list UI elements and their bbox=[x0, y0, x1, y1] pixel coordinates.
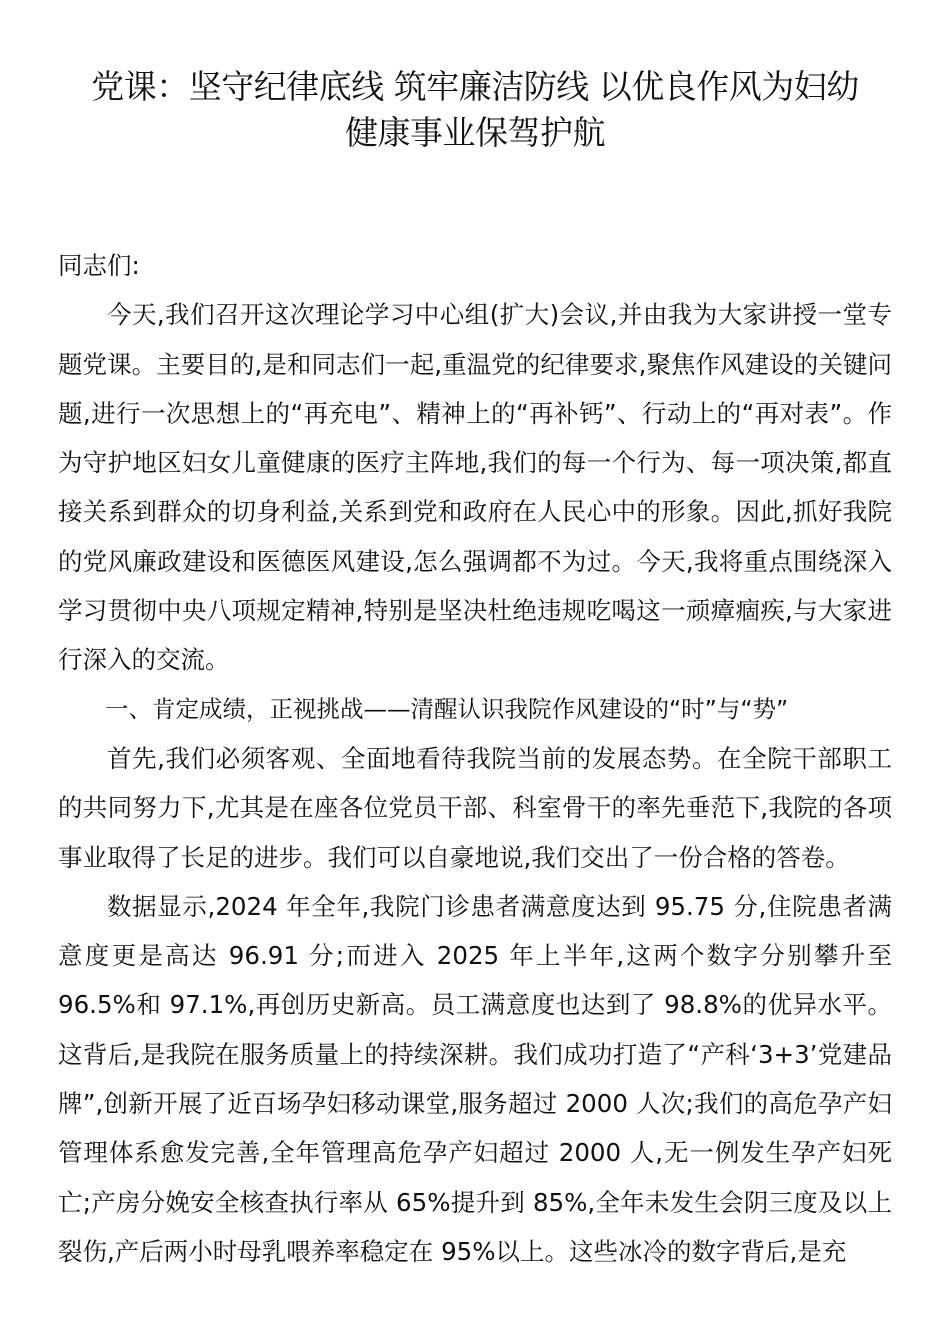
section-1-paragraph-2: 数据显示,2024 年全年,我院门诊患者满意度达到 95.75 分,住院患者满意度更是高达 96.91 分;而进入 2025 年上半年,这两个数字分别攀升至 96.5%和 97.1%,再创历史新高。员工满意度也达到了 98.8%的优异水平。这背后,是我院在服务质量上的持续深耕。我们成功打造了“产科‘3+3’党建品牌”,创新开展了近百场孕妇移动课堂,服务超过 2000 人次;我们的高危孕产妇管理体系愈发完善,全年管理高危孕产妇超过 2000 人,无一例发生孕产妇死亡;产房分娩安全核查执行率从 65%提升到 85%,全年未发生会阴三度及以上裂伤,产后两小时母乳喂养率稳定在 95%以上。这些冰冷的数字背后,是充 bbox=[58, 891, 892, 1266]
section-1-paragraph-1: 首先,我们必须客观、全面地看待我院当前的发展态势。在全院干部职工的共同努力下,尤其是在座各位党员干部、科室骨干的率先垂范下,我院的各项事业取得了长足的进步。我们可以自豪地说,我们交出了一份合格的答卷。 bbox=[58, 743, 892, 872]
title-line-2: 健康事业保驾护航 bbox=[345, 113, 605, 152]
section-heading-1: 一、肯定成绩，正视挑战——清醒认识我院作风建设的“时”与“势” bbox=[105, 694, 789, 723]
document-title bbox=[58, 64, 892, 156]
document-body bbox=[58, 241, 892, 1276]
intro-paragraph: 今天,我们召开这次理论学习中心组(扩大)会议,并由我为大家讲授一堂专题党课。主要目的,是和同志们一起,重温党的纪律要求,聚焦作风建设的关键问题,进行一次思想上的“再充电”、精神上的“再补钙”、行动上的“再对表”。作为守护地区妇女儿童健康的医疗主阵地,我们的每一个行为、每一项决策,都直接关系到群众的切身利益,关系到党和政府在人民心中的形象。因此,抓好我院的党风廉政建设和医德医风建设,怎么强调都不为过。今天,我将重点围绕深入学习贯彻中央八项规定精神,特别是坚决杜绝违规吃喝这一顽瘴痼疾,与大家进行深入的交流。 bbox=[58, 300, 892, 675]
salutation: 同志们: bbox=[58, 251, 140, 280]
title-line-1: 党课：坚守纪律底线 筑牢廉洁防线 以优良作风为妇幼 bbox=[91, 67, 859, 106]
